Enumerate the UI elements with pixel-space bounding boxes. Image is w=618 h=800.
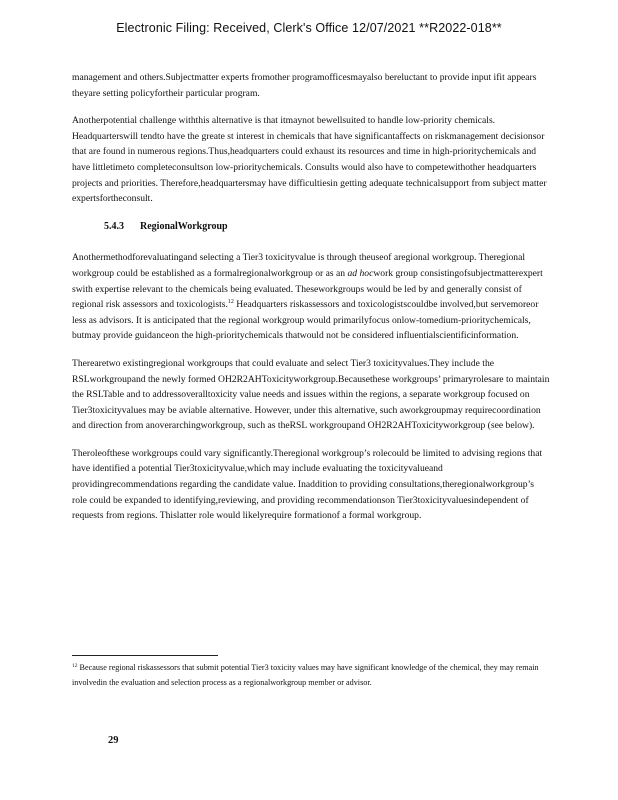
- paragraph-5: Theroleofthese workgroups could vary significantly.Theregional workgroup’s rolecould be limited to advising regions that have identified a potential Tier3toxicityvalue,which may include evaluating the toxicityvalueand providingrecommendations regarding the candidate value. Inaddition to providing consultations,theregionalworkgroup’s role could be expanded to identifying,reviewing, and providing recommendationson Tier3toxicityvaluesindependent of requests from regions. Thislatter role would likelyrequire formationof a formal workgroup.: [72, 447, 543, 522]
- paragraph-3-text-b: work group consistingofsubjectmatterexpert swith expertise relevant to the chemicals being evaluated. Theseworkgroups would be led by and generally consist of regional risk assessors and toxicologists.: [72, 267, 543, 311]
- page-body: [72, 70, 550, 536]
- footnote-text: Because regional riskassessors that submit potential Tier3 toxicity values may have significant knowledge of the chemical, they may remain involvedin the evaluation and selection process as a regionalworkgroup member or advisor.: [72, 663, 539, 687]
- footnote: [72, 661, 550, 690]
- paragraph-3-text-c: Headquarters riskassessors and toxicologistscouldbe involved,but servemoreor less as advisors. It is anticipated that the regional workgroup would primarilyfocus onlow-tomedium-prioritychemicals, butmay provide guidanceon the high-prioritychemicals thatwould not be considered influentialscientificinformation.: [72, 299, 539, 342]
- footnote-reference[interactable]: 12: [227, 299, 234, 306]
- footnote-divider: [72, 655, 218, 656]
- section-heading: [104, 219, 550, 235]
- section-title: RegionalWorkgroup: [140, 220, 228, 232]
- footnote-marker: 12: [72, 663, 78, 669]
- paragraph-3-italic: ad hoc: [347, 267, 374, 279]
- paragraph-4: Therearetwo existingregional workgroups that could evaluate and select Tier3 toxicityvalues.They include the RSLworkgroupand the newly formed OH2R2AHToxicityworkgroup.Becausethese workgroups’ primaryrolesare to maintain the RSLTable and to addressoveralltoxicity value needs and issues within the regions, a separate workgroup focused on Tier3toxicityvalues may be aviable alternative. However, under this alternative, such aworkgroupmay requirecoordination and direction from anoverarchingworkgroup, such as theRSL workgroupand OH2R2AHToxicityworkgroup (see below).: [72, 357, 550, 432]
- page-number: 29: [108, 735, 119, 746]
- filing-stamp-header: Electronic Filing: Received, Clerk's Office 12/07/2021 **R2022-018**: [116, 21, 502, 35]
- paragraph-1: management and others.Subjectmatter experts fromother programofficesmayalso bereluctant to provide input ifit appears theyare setting policyfortheir particular program.: [72, 72, 537, 99]
- paragraph-2: Anotherpotential challenge withthis alternative is that itmaynot bewellsuited to handle low-priority chemicals. Headquarterswill tendto have the greate st interest in chemicals that have significantaffects on riskmanagement decisionsor that are found in numerous regions.Thus,headquarters could exhaust its resources and time in high-prioritychemicals and have littletimeto completeconsultson low-prioritychemicals. Consults would also have to competewithother headquarters projects and priorities. Therefore,headquartersmay have difficultiesin getting adequate technicalsupport from subject matter expertsfortheconsult.: [72, 115, 547, 205]
- paragraph-3: [72, 250, 550, 344]
- section-number: 5.4.3: [104, 220, 124, 232]
- paragraph-3-text-a: Anothermethodforevaluatingand selecting a Tier3 toxicityvalue is through theuseof aregional workgroup. Theregional workgroup could be established as a formalregionalworkgroup or as an: [72, 252, 526, 279]
